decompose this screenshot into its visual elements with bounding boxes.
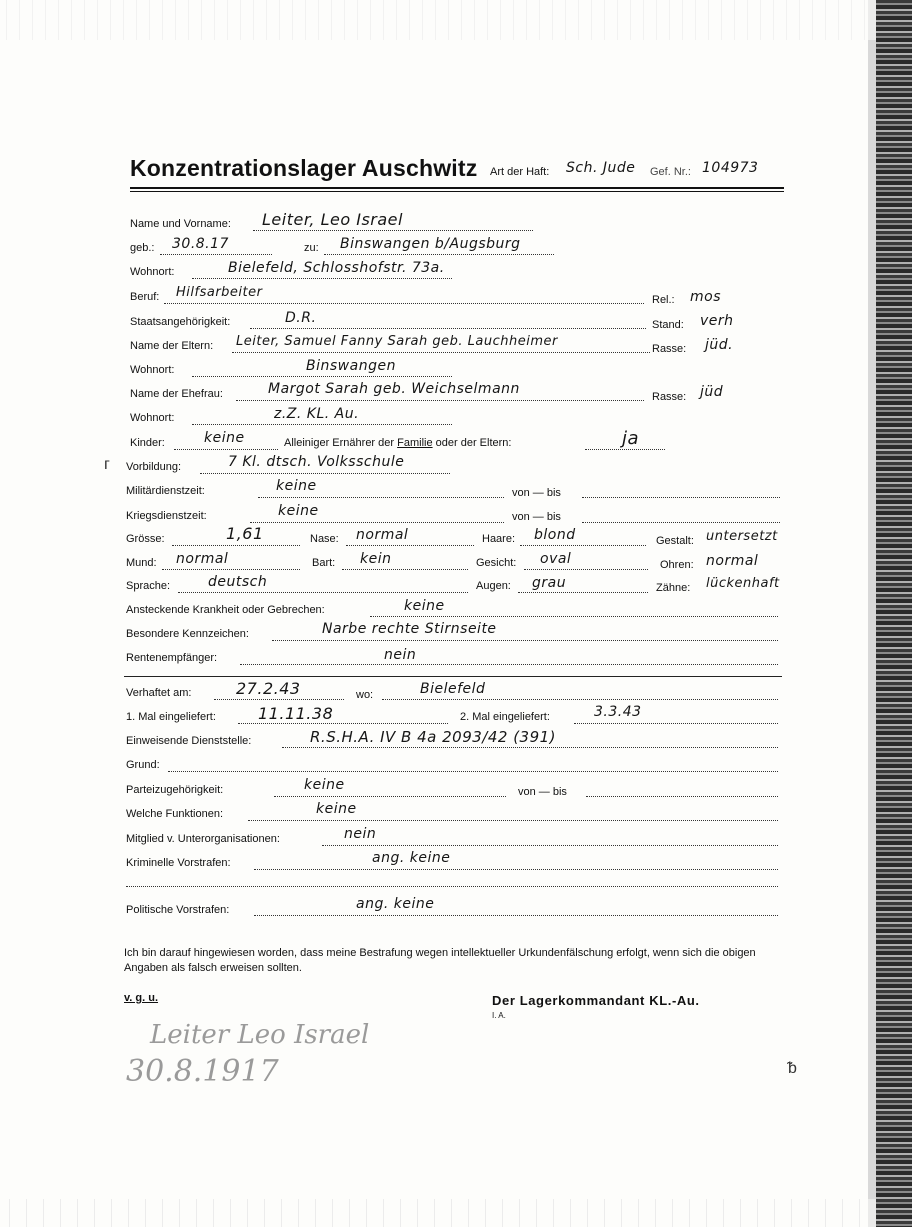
scan-noise-top bbox=[0, 0, 876, 40]
krankheit-value: keine bbox=[404, 598, 445, 614]
form-title: Konzentrationslager Auschwitz bbox=[130, 155, 478, 181]
kriminell-value: ang. keine bbox=[372, 850, 451, 866]
scan-noise-bottom bbox=[0, 1199, 876, 1227]
ehefrau-wohnort-label: Wohnort: bbox=[130, 412, 175, 424]
mal2-label: 2. Mal eingeliefert: bbox=[460, 711, 550, 723]
staat-line bbox=[250, 328, 646, 329]
beruf-line bbox=[164, 303, 644, 304]
ernaehrer-line bbox=[585, 449, 665, 450]
kennzeichen-line bbox=[272, 640, 778, 641]
sprache-value: deutsch bbox=[208, 574, 268, 590]
mitglied-label: Mitglied v. Unterorganisationen: bbox=[126, 833, 280, 845]
eltern-wohnort-value: Binswangen bbox=[306, 358, 396, 374]
krieg-vonbis-label: von — bis bbox=[512, 511, 561, 523]
ohren-label: Ohren: bbox=[660, 559, 694, 571]
eltern-label: Name der Eltern: bbox=[130, 340, 214, 352]
bart-line bbox=[342, 569, 468, 570]
kriminell-line-2 bbox=[126, 886, 778, 887]
nase-line bbox=[346, 545, 474, 546]
haft-value: Sch. Jude bbox=[566, 160, 636, 176]
haft-label: Art der Haft: bbox=[490, 166, 550, 178]
geb-line bbox=[160, 254, 272, 255]
zu-label: zu: bbox=[304, 242, 319, 254]
name-label: Name und Vorname: bbox=[130, 218, 231, 230]
kriminell-label: Kriminelle Vorstrafen: bbox=[126, 857, 231, 869]
mitglied-line bbox=[322, 845, 778, 846]
militaer-label: Militärdienstzeit: bbox=[126, 485, 205, 497]
beruf-label: Beruf: bbox=[130, 291, 160, 303]
geb-value: 30.8.17 bbox=[172, 236, 229, 252]
mund-label: Mund: bbox=[126, 557, 157, 569]
ehefrau-wohnort-value: z.Z. KL. Au. bbox=[274, 406, 360, 422]
augen-label: Augen: bbox=[476, 580, 511, 592]
wohnort-line bbox=[192, 278, 452, 279]
rente-label: Rentenempfänger: bbox=[126, 652, 218, 664]
partei-label: Parteizugehörigkeit: bbox=[126, 784, 224, 796]
gestalt-value: untersetzt bbox=[706, 529, 778, 544]
kennzeichen-value: Narbe rechte Stirnseite bbox=[322, 621, 497, 637]
zaehne-value: lückenhaft bbox=[706, 576, 780, 591]
rente-line bbox=[240, 664, 778, 665]
funktionen-line bbox=[248, 820, 778, 821]
eltern-value: Leiter, Samuel Fanny Sarah geb. Lauchheimer bbox=[236, 334, 558, 349]
ehefrau-rasse-value: jüd bbox=[700, 384, 724, 400]
ernaehrer-label-familie: Familie bbox=[397, 437, 433, 449]
vorbildung-line bbox=[200, 473, 450, 474]
kinder-line bbox=[174, 449, 278, 450]
ernaehrer-label bbox=[284, 437, 511, 449]
eltern-wohnort-line bbox=[192, 376, 452, 377]
haare-value: blond bbox=[534, 527, 576, 543]
mal1-line bbox=[238, 723, 448, 724]
staat-value: D.R. bbox=[285, 310, 317, 326]
gef-nr-value: 104973 bbox=[702, 160, 759, 176]
krieg-label: Kriegsdienstzeit: bbox=[126, 510, 207, 522]
grund-label: Grund: bbox=[126, 759, 160, 771]
kriminell-line bbox=[254, 869, 778, 870]
krieg-line bbox=[250, 522, 504, 523]
signature-date: 30.8.1917 bbox=[126, 1054, 279, 1089]
ernaehrer-label-3: oder der Eltern: bbox=[432, 437, 512, 449]
ernaehrer-label-1: Alleiniger Ernährer der bbox=[284, 437, 398, 449]
verhaftet-line bbox=[214, 699, 344, 700]
section-divider bbox=[124, 676, 782, 677]
partei-line bbox=[274, 796, 506, 797]
bart-label: Bart: bbox=[312, 557, 336, 569]
augen-value: grau bbox=[532, 575, 567, 591]
partei-value: keine bbox=[304, 777, 345, 793]
zaehne-label: Zähne: bbox=[656, 582, 691, 594]
krieg-vonbis-line bbox=[582, 522, 780, 523]
pencil-mark: ᵬ bbox=[788, 1060, 797, 1077]
sprache-label: Sprache: bbox=[126, 580, 171, 592]
dienst-label: Einweisende Dienststelle: bbox=[126, 735, 252, 747]
groesse-line bbox=[172, 545, 300, 546]
header-rule-thin bbox=[130, 191, 784, 192]
lagerkommandant-label: Der Lagerkommandant KL.-Au. bbox=[492, 993, 700, 1008]
politisch-label: Politische Vorstrafen: bbox=[126, 904, 230, 916]
vorbildung-value: 7 Kl. dtsch. Volksschule bbox=[228, 454, 405, 470]
zu-value: Binswangen b/Augsburg bbox=[340, 236, 521, 252]
gesicht-line bbox=[524, 569, 648, 570]
mund-line bbox=[162, 569, 300, 570]
stand-value: verh bbox=[700, 313, 734, 329]
grund-line bbox=[168, 771, 778, 772]
eltern-line bbox=[232, 352, 650, 353]
gef-nr-label: Gef. Nr.: bbox=[650, 166, 691, 178]
wo-value: Bielefeld bbox=[420, 681, 486, 697]
haare-line bbox=[520, 545, 646, 546]
politisch-line bbox=[254, 915, 778, 916]
mitglied-value: nein bbox=[344, 826, 377, 842]
verhaftet-value: 27.2.43 bbox=[236, 679, 301, 698]
wo-label: wo: bbox=[356, 689, 374, 701]
rel-value: mos bbox=[690, 289, 721, 305]
krankheit-line bbox=[370, 616, 778, 617]
stand-label: Stand: bbox=[652, 319, 684, 331]
staat-label: Staatsangehörigkeit: bbox=[130, 316, 231, 328]
augen-line bbox=[518, 592, 648, 593]
ehefrau-value: Margot Sarah geb. Weichselmann bbox=[268, 381, 520, 397]
name-line bbox=[253, 230, 533, 231]
kinder-label: Kinder: bbox=[130, 437, 165, 449]
geb-label: geb.: bbox=[130, 242, 155, 254]
rente-value: nein bbox=[384, 647, 417, 663]
vorbildung-label: Vorbildung: bbox=[126, 461, 182, 473]
krankheit-label: Ansteckende Krankheit oder Gebrechen: bbox=[126, 604, 325, 616]
funktionen-label: Welche Funktionen: bbox=[126, 808, 224, 820]
haare-label: Haare: bbox=[482, 533, 516, 545]
partei-vonbis-line bbox=[586, 796, 778, 797]
partei-vonbis-label: von — bis bbox=[518, 786, 567, 798]
name-value: Leiter, Leo Israel bbox=[262, 210, 403, 229]
kinder-value: keine bbox=[204, 430, 245, 446]
gesicht-value: oval bbox=[540, 551, 572, 567]
scan-shadow bbox=[868, 0, 876, 1227]
militaer-vonbis-label: von — bis bbox=[512, 487, 561, 499]
ehefrau-rasse-label: Rasse: bbox=[652, 391, 687, 403]
header-rule bbox=[130, 187, 784, 189]
signature-name: Leiter Leo Israel bbox=[150, 1020, 370, 1050]
declaration-text: Ich bin darauf hingewiesen worden, dass meine Bestrafung wegen intellektueller Urkundenfälschung erfolgt, wenn sich die obigen Angaben als falsch erweisen sollten. bbox=[124, 947, 756, 974]
sprache-line bbox=[178, 592, 468, 593]
ehefrau-label: Name der Ehefrau: bbox=[130, 388, 223, 400]
zu-line bbox=[324, 254, 554, 255]
groesse-label: Grösse: bbox=[126, 533, 165, 545]
ia-label: I. A. bbox=[492, 1011, 506, 1020]
militaer-value: keine bbox=[276, 478, 317, 494]
beruf-value: Hilfsarbeiter bbox=[176, 285, 263, 300]
ernaehrer-value: ja bbox=[622, 428, 640, 449]
mal2-value: 3.3.43 bbox=[594, 704, 642, 720]
gesicht-label: Gesicht: bbox=[476, 557, 517, 569]
kennzeichen-label: Besondere Kennzeichen: bbox=[126, 628, 249, 640]
eltern-wohnort-label: Wohnort: bbox=[130, 364, 175, 376]
ohren-value: normal bbox=[706, 553, 759, 569]
ehefrau-wohnort-line bbox=[192, 424, 452, 425]
nase-label: Nase: bbox=[310, 533, 339, 545]
groesse-value: 1,61 bbox=[226, 524, 264, 543]
dienst-line bbox=[282, 747, 778, 748]
wohnort-value: Bielefeld, Schlosshofstr. 73a. bbox=[228, 260, 445, 276]
scan-edge bbox=[876, 0, 912, 1227]
politisch-value: ang. keine bbox=[356, 896, 435, 912]
mund-value: normal bbox=[176, 551, 229, 567]
wo-line bbox=[382, 699, 778, 700]
mal1-value: 11.11.38 bbox=[258, 704, 334, 723]
militaer-vonbis-line bbox=[582, 497, 780, 498]
verhaftet-label: Verhaftet am: bbox=[126, 687, 192, 699]
bart-value: kein bbox=[360, 551, 392, 567]
vgu-label: v. g. u. bbox=[124, 992, 159, 1004]
mal1-label: 1. Mal eingeliefert: bbox=[126, 711, 216, 723]
mal2-line bbox=[574, 723, 778, 724]
gestalt-label: Gestalt: bbox=[656, 535, 694, 547]
rasse-label: Rasse: bbox=[652, 343, 687, 355]
rel-label: Rel.: bbox=[652, 294, 675, 306]
funktionen-value: keine bbox=[316, 801, 357, 817]
wohnort-label: Wohnort: bbox=[130, 266, 175, 278]
ehefrau-line bbox=[236, 400, 644, 401]
militaer-line bbox=[258, 497, 504, 498]
nase-value: normal bbox=[356, 527, 409, 543]
krieg-value: keine bbox=[278, 503, 319, 519]
margin-mark: ᴦ bbox=[104, 456, 110, 473]
dienst-value: R.S.H.A. IV B 4a 2093/42 (391) bbox=[310, 728, 557, 746]
rasse-value: jüd. bbox=[705, 337, 734, 353]
